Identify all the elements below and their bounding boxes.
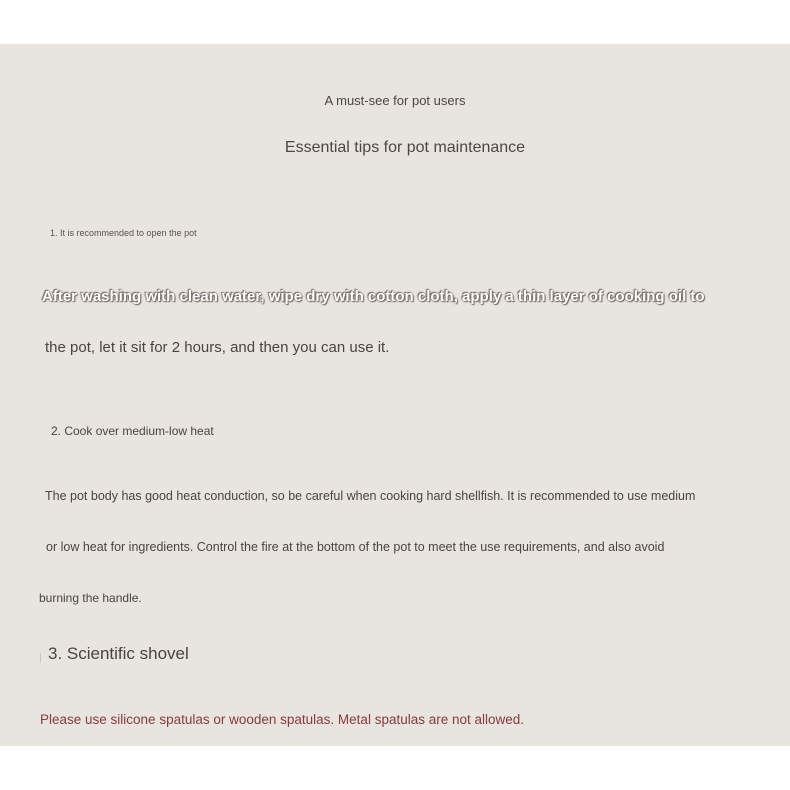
tip-3-warning-text: Please use silicone spatulas or wooden spatulas. Metal spatulas are not allowed. [40, 712, 525, 727]
tip-2-text-line-2: or low heat for ingredients. Control the fire at the bottom of the pot to meet the use requirements, and also avoid [46, 540, 665, 554]
page-title: Essential tips for pot maintenance [284, 139, 526, 156]
text-cursor-mark [40, 653, 41, 663]
tip-2-text-line-3: burning the handle. [39, 591, 142, 605]
tip-1-heading: 1. It is recommended to open the pot [50, 228, 197, 238]
tip-1-text-line-2: the pot, let it sit for 2 hours, and then you can use it. [45, 339, 390, 356]
tip-2-text-line-1: The pot body has good heat conduction, so be careful when cooking hard shellfish. It is recommended to use medium [45, 489, 696, 503]
tip-2-heading: 2. Cook over medium-low heat [51, 424, 214, 438]
tip-1-text-line-1: After washing with clean water, wipe dry with cotton cloth, apply a thin layer of cooking oil to [42, 288, 705, 305]
page-subtitle: A must-see for pot users [324, 93, 466, 108]
tip-3-heading: 3. Scientific shovel [48, 644, 189, 663]
